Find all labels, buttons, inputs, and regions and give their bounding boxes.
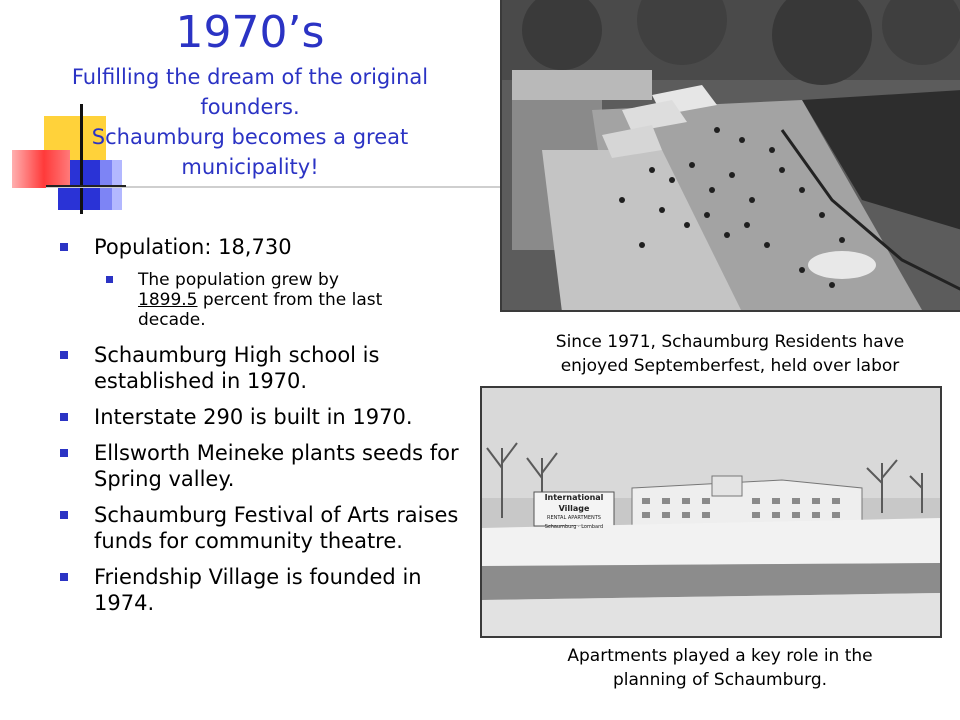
bullet-friendship bbox=[56, 564, 466, 616]
bullet-list bbox=[56, 234, 466, 626]
bullet-marker bbox=[60, 573, 68, 581]
subtitle-line: founders. bbox=[200, 95, 300, 119]
growth-value: 1899.5 bbox=[138, 290, 198, 310]
caption-line: enjoyed Septemberfest, held over labor bbox=[560, 356, 900, 376]
bullet-marker bbox=[60, 243, 68, 251]
slide-subtitle bbox=[30, 62, 470, 182]
bullet-marker bbox=[60, 449, 68, 457]
subtitle-line: municipality! bbox=[181, 155, 319, 179]
sub-bullet-text: The population grew by bbox=[138, 270, 339, 290]
bullet-text: Schaumburg High school is established in 1970. bbox=[94, 343, 380, 393]
bullet-ellsworth bbox=[56, 440, 466, 492]
apartments-photo bbox=[480, 386, 942, 638]
caption-line: Since 1971, Schaumburg Residents have bbox=[555, 332, 905, 352]
subtitle-line: Schaumburg becomes a great bbox=[91, 125, 409, 149]
bullet-population bbox=[56, 234, 466, 260]
sub-bullet-text: percent from the last bbox=[197, 290, 383, 310]
slide-title: 1970’s bbox=[175, 7, 325, 58]
bullet-high-school bbox=[56, 342, 466, 394]
sign-text: RENTAL APARTMENTS bbox=[547, 515, 601, 521]
bullet-text: Interstate 290 is built in 1970. bbox=[94, 405, 413, 429]
septemberfest-photo bbox=[500, 0, 960, 312]
bullet-marker bbox=[60, 511, 68, 519]
bullet-interstate bbox=[56, 404, 466, 430]
decor-horizontal-line bbox=[46, 185, 126, 187]
sub-bullet-growth bbox=[56, 270, 466, 330]
bullet-festival bbox=[56, 502, 466, 554]
bullet-marker bbox=[106, 276, 113, 283]
bullet-text: Ellsworth Meineke plants seeds for Spring valley. bbox=[94, 441, 459, 491]
apartments-caption bbox=[490, 644, 950, 692]
septemberfest-caption bbox=[500, 330, 960, 378]
septemberfest-photo-drawing bbox=[502, 0, 960, 312]
sub-bullet-text: decade. bbox=[138, 310, 206, 330]
caption-line: Apartments played a key role in the bbox=[567, 646, 873, 666]
bullet-marker bbox=[60, 413, 68, 421]
sign-text: Schaumburg · Lombard bbox=[544, 524, 604, 530]
bullet-text: Schaumburg Festival of Arts raises funds for community theatre. bbox=[94, 503, 459, 553]
bullet-text: Friendship Village is founded in 1974. bbox=[94, 565, 422, 615]
apartment-sign bbox=[534, 492, 614, 530]
bullet-text: Population: 18,730 bbox=[94, 235, 292, 259]
sign-text: International Village bbox=[544, 493, 604, 513]
subtitle-line: Fulfilling the dream of the original bbox=[71, 65, 429, 89]
bullet-marker bbox=[60, 351, 68, 359]
caption-line: planning of Schaumburg. bbox=[612, 670, 828, 690]
